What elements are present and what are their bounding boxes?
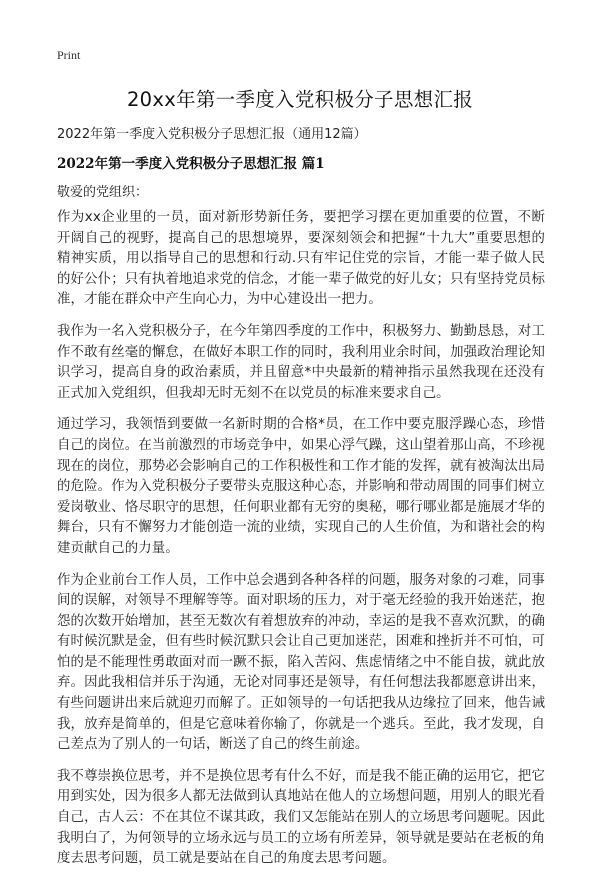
paragraph-4: 作为企业前台工作人员，工作中总会遇到各种各样的问题，服务对象的刁难，同事间的误解，对领导不理解等等。面对职场的压力，对于毫无经验的我开始迷茫，抱怨的次数开始增加，甚至无数次有着想放弃的冲动，幸运的是我不喜欢沉默，的确有时候沉默是金，但有些时候沉默只会让自己更加迷茫，困难和挫折并不可怕，可怕的是不能理性勇敢面对而一蹶不振，陷入苦闷、焦虑情绪之中不能自拔，就此放弃。因此我相信并乐于沟通，无论对同事还是领导，有任何想法我都愿意讲出来，有些问题讲出来后就迎刃而解了。正如领导的一句话把我从边缘拉了回来，他告诫我，放弃是简单的，但是它意味着你输了，你就是一个逃兵。至此，我才发现，自己差点为了别人的一句话，断送了自己的终生前途。 [57, 572, 545, 753]
paragraph-3: 通过学习，我领悟到要做一名新时期的合格*员，在工作中要克服浮躁心态，珍惜自己的岗位。在当前激烈的市场竞争中，如果心浮气躁，这山望着那山高，不珍视现在的岗位，那势必会影响自己的工作积极性和工作才能的发挥，就有被淘汰出局的危险。作为入党积极分子要带头克服这种心态，并影响和带动周围的同事们树立爱岗敬业、恪尽职守的思想，任何职业都有无穷的奥秘，哪行哪业都是施展才华的舞台，只有不懈努力才能创造一流的业绩，实现自己的人生价值，为和谐社会的构建贡献自己的力量。 [57, 417, 545, 556]
page-title: 20xx年第一季度入党积极分子思想汇报 [126, 88, 474, 111]
paragraph-2: 我作为一名入党积极分子，在今年第四季度的工作中，积极努力、勤勤恳恳，对工作不敢有丝毫的懈怠，在做好本职工作的同时，我利用业余时间，加强政治理论知识学习，提高自身的政治素质，并且留意*中央最新的精神指示虽然我现在还没有正式加入党组织，但我却无时无刻不在以党员的标准来要求自己。 [57, 323, 545, 401]
print-link[interactable]: Print [57, 48, 81, 62]
paragraph-5: 我不尊崇换位思考，并不是换位思考有什么不好，而是我不能正确的运用它，把它用到实处，因为很多人都无法做到认真地站在他人的立场想问题，用别人的眼光看自己，古人云：不在其位不谋其政，我们又怎能站在别人的立场思考问题呢。因此我明白了，为何领导的立场永远与员工的立场有所差异，领导就是要站在老板的角度去思考问题，员工就是要站在自己的角度去思考问题。 [57, 768, 545, 867]
section-heading: 2022年第一季度入党积极分子思想汇报 篇1 [57, 156, 325, 172]
document-body [57, 208, 545, 881]
salutation: 敬爱的党组织： [57, 185, 149, 200]
document-subtitle: 2022年第一季度入党积极分子思想汇报（通用12篇） [57, 127, 367, 142]
paragraph-1: 作为xx企业里的一员，面对新形势新任务，要把学习摆在更加重要的位置，不断开阔自己的视野，提高自己的思想境界，要深刻领会和把握“十九大”重要思想的精神实质，用以指导自己的思想和行动.只有牢记住党的宗旨，才能一辈子做人民的好公仆；只有执着地追求党的信念，才能一辈子做党的好儿女；只有坚持党员标准，才能在群众中产生向心力，为中心建设出一把力。 [57, 210, 545, 308]
